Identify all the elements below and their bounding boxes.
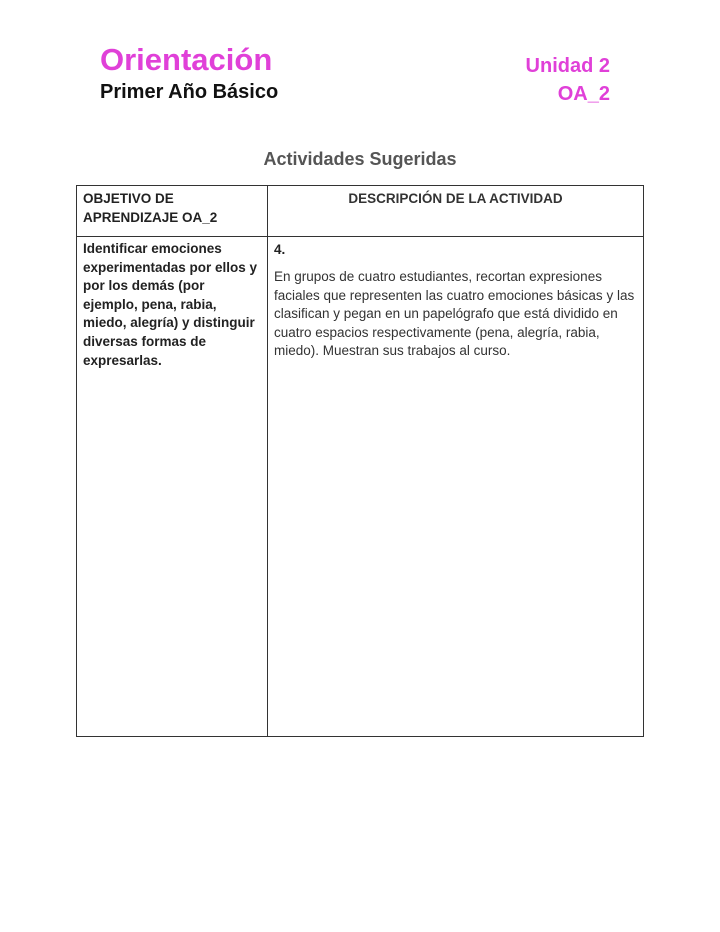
description-header-cell: DESCRIPCIÓN DE LA ACTIVIDAD (268, 186, 644, 237)
table-row (77, 237, 644, 737)
activity-description: En grupos de cuatro estudiantes, recortan expresiones faciales que representen las cuatro emociones básicas y las clasifican y pegan en un papelógrafo que está dividido en cuatro espacios respectivamente (pena, alegría, rabia, miedo). Muestran sus trabajos al curso. (274, 269, 635, 359)
grade-title: Primer Año Básico (100, 81, 279, 103)
activity-table (76, 185, 644, 737)
objective-code-label: OA_2 (557, 83, 610, 105)
activity-number: 4. (274, 242, 286, 257)
objective-header-cell: OBJETIVO DE APRENDIZAJE OA_2 (77, 186, 268, 237)
document-header-left (100, 42, 278, 104)
objective-text: Identificar emociones experimentadas por ellos y por los demás (por ejemplo, pena, rabia, miedo, alegría) y distinguir diversas formas de expresarlas. (83, 241, 258, 368)
activity-cell (268, 237, 644, 737)
objective-cell (77, 237, 268, 737)
unit-label: Unidad 2 (525, 55, 610, 77)
table-header-row (77, 186, 644, 237)
document-header-right (526, 53, 610, 107)
subject-title: Orientación (100, 42, 273, 77)
section-title: Actividades Sugeridas (263, 149, 457, 169)
